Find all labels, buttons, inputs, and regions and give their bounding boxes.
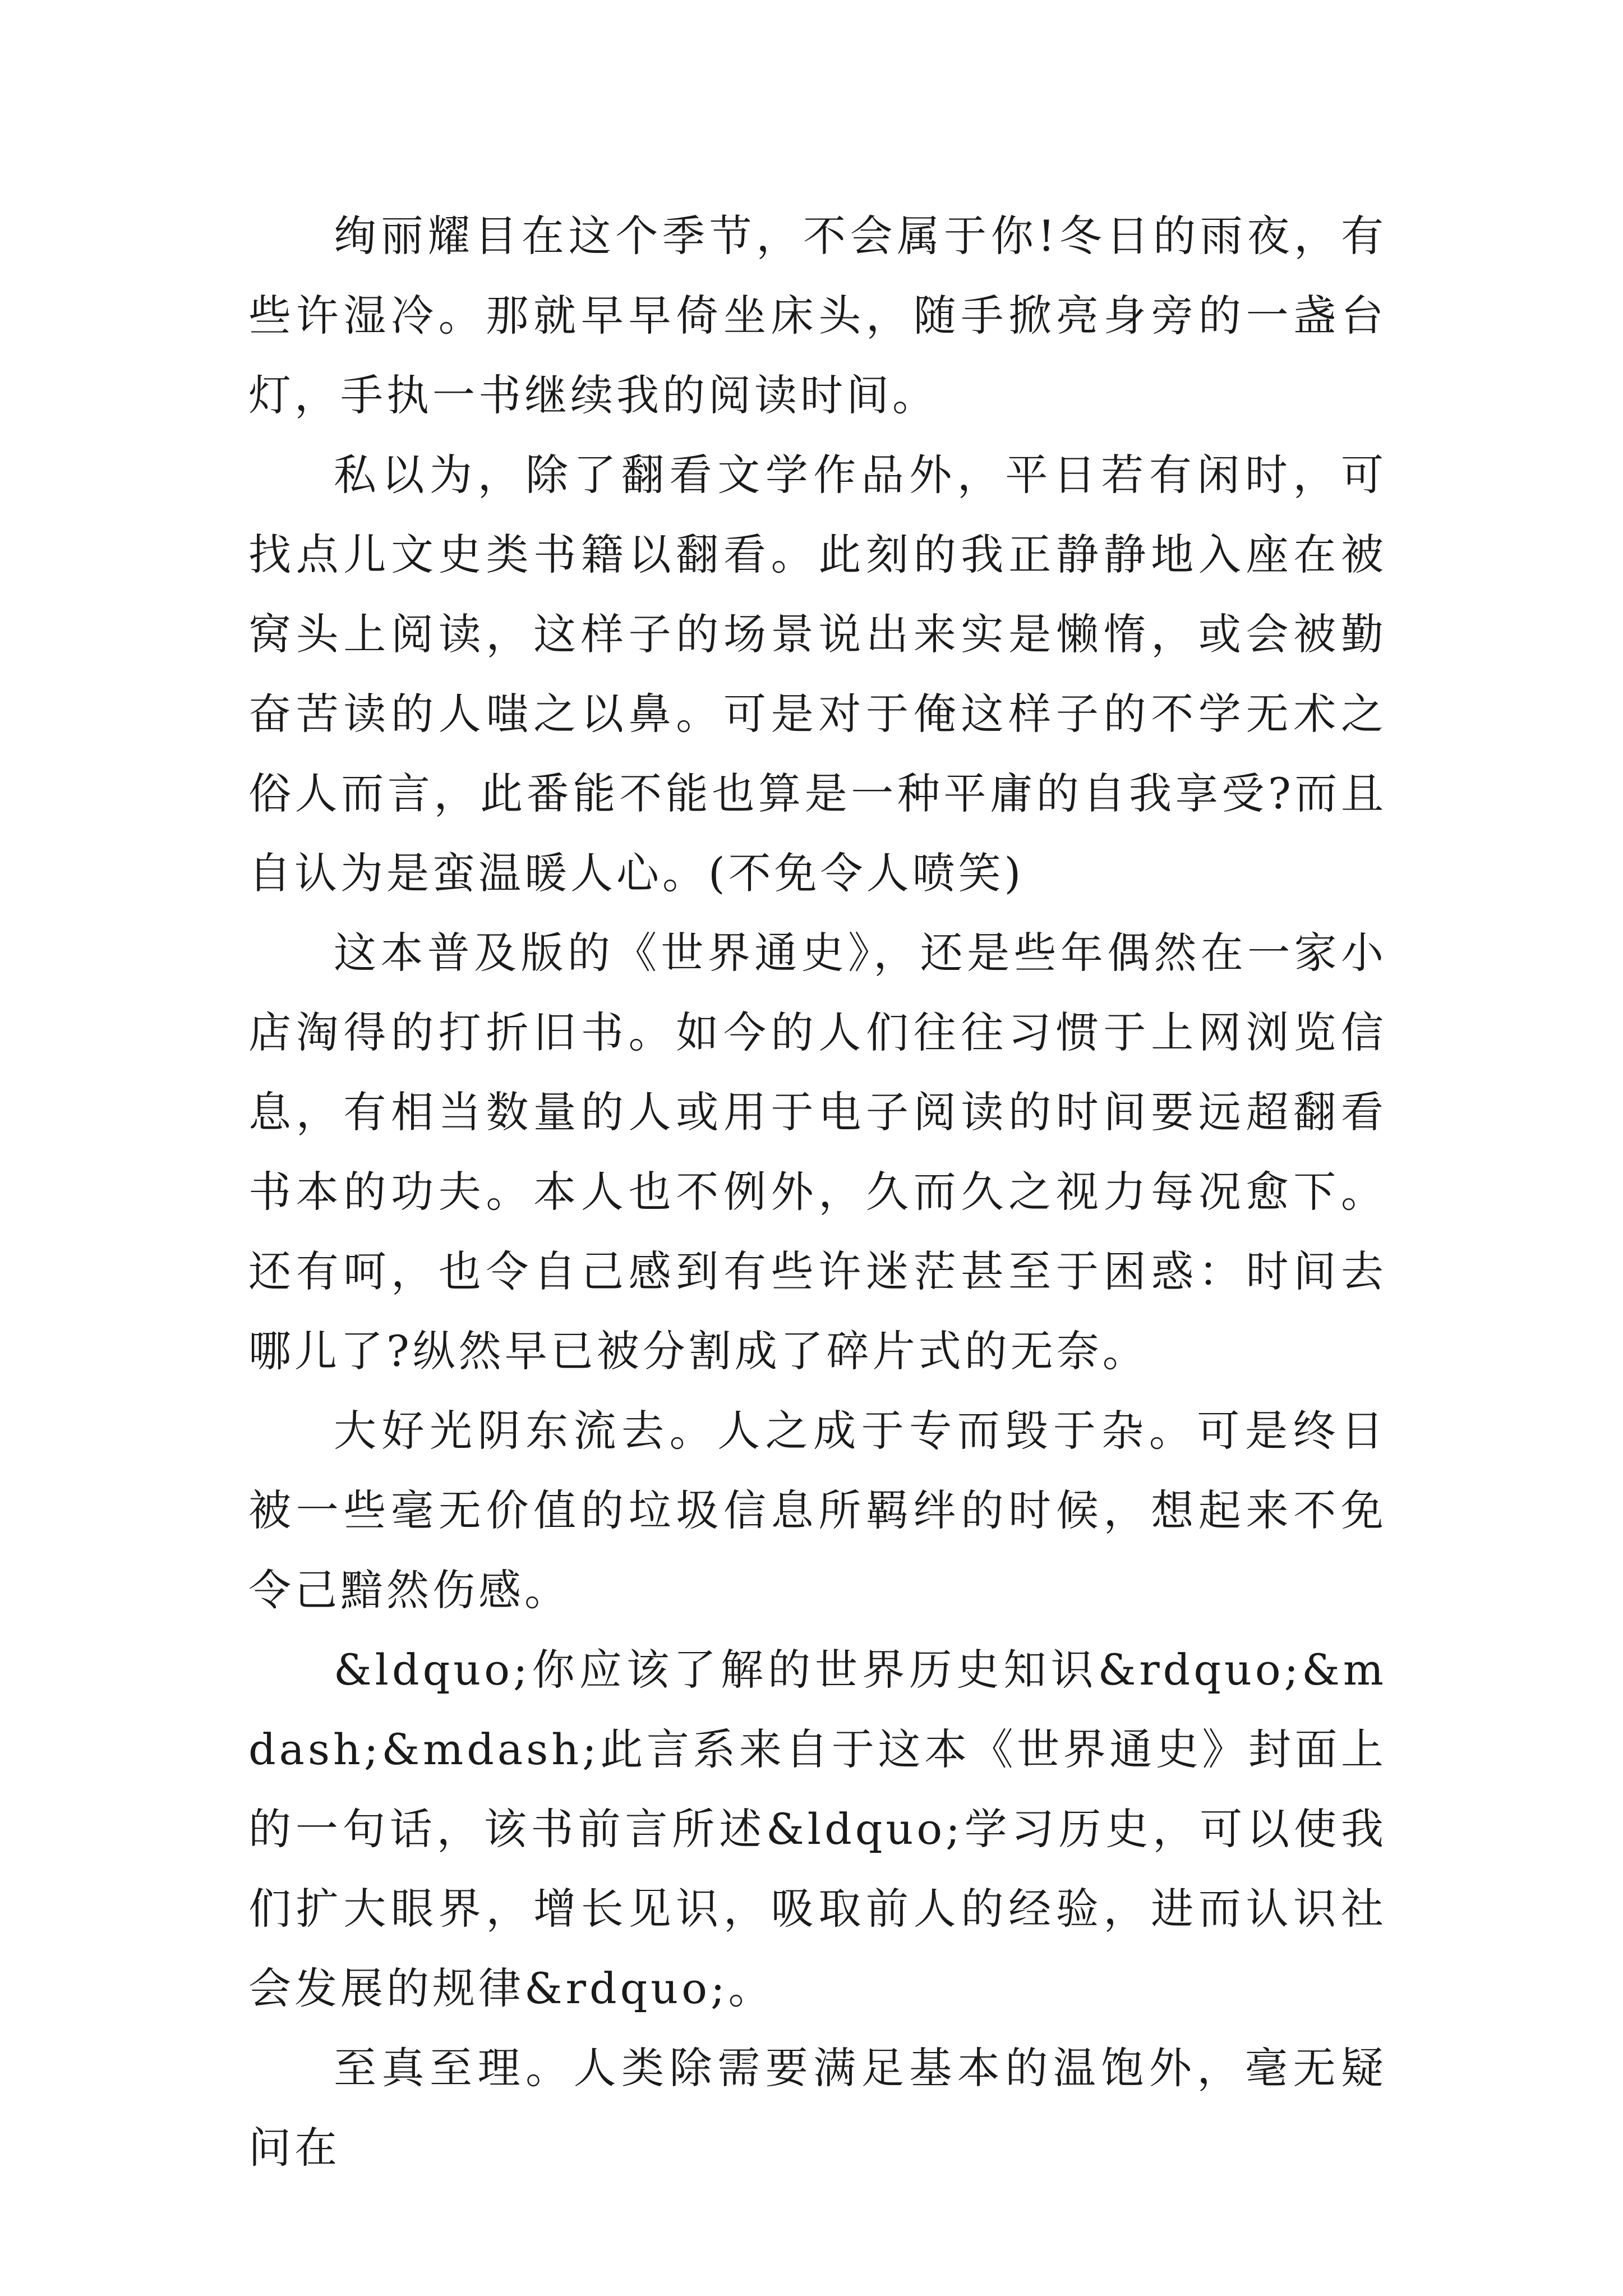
paragraph-6: 至真至理。人类除需要满足基本的温饱外，毫无疑问在 [248, 2043, 1387, 2173]
paragraph-1: 绚丽耀目在这个季节，不会属于你!冬日的雨夜，有些许湿冷。那就早早倚坐床头，随手掀亮身旁的一盏台灯，手执一书继续我的阅读时间。 [248, 211, 1387, 420]
paragraph-2: 私以为，除了翻看文学作品外，平日若有闲时，可找点儿文史类书籍以翻看。此刻的我正静静地入座在被窝头上阅读，这样子的场景说出来实是懒惰，或会被勤奋苦读的人嗤之以鼻。可是对于俺这样子的不学无术之俗人而言，此番能不能也算是一种平庸的自我享受?而且自认为是蛮温暖人心。(不免令人喷笑) [248, 450, 1387, 898]
paragraph-3: 这本普及版的《世界通史》，还是些年偶然在一家小店淘得的打折旧书。如今的人们往往习惯于上网浏览信息，有相当数量的人或用于电子阅读的时间要远超翻看书本的功夫。本人也不例外，久而久之视力每况愈下。还有呵，也令自己感到有些许迷茫甚至于困惑：时间去哪儿了?纵然早已被分割成了碎片式的无奈。 [248, 928, 1387, 1376]
paragraph-4: 大好光阴东流去。人之成于专而毁于杂。可是终日被一些毫无价值的垃圾信息所羁绊的时候，想起来不免令己黯然伤感。 [248, 1406, 1387, 1615]
document-body [248, 196, 1387, 2188]
paragraph-5: &ldquo;你应该了解的世界历史知识&rdquo;&mdash;&mdash;此言系来自于这本《世界通史》封面上的一句话，该书前言所述&ldquo;学习历史，可以使我们扩大眼界，增长见识，吸取前人的经验，进而认识社会发展的规律&rdquo;。 [248, 1645, 1387, 2013]
